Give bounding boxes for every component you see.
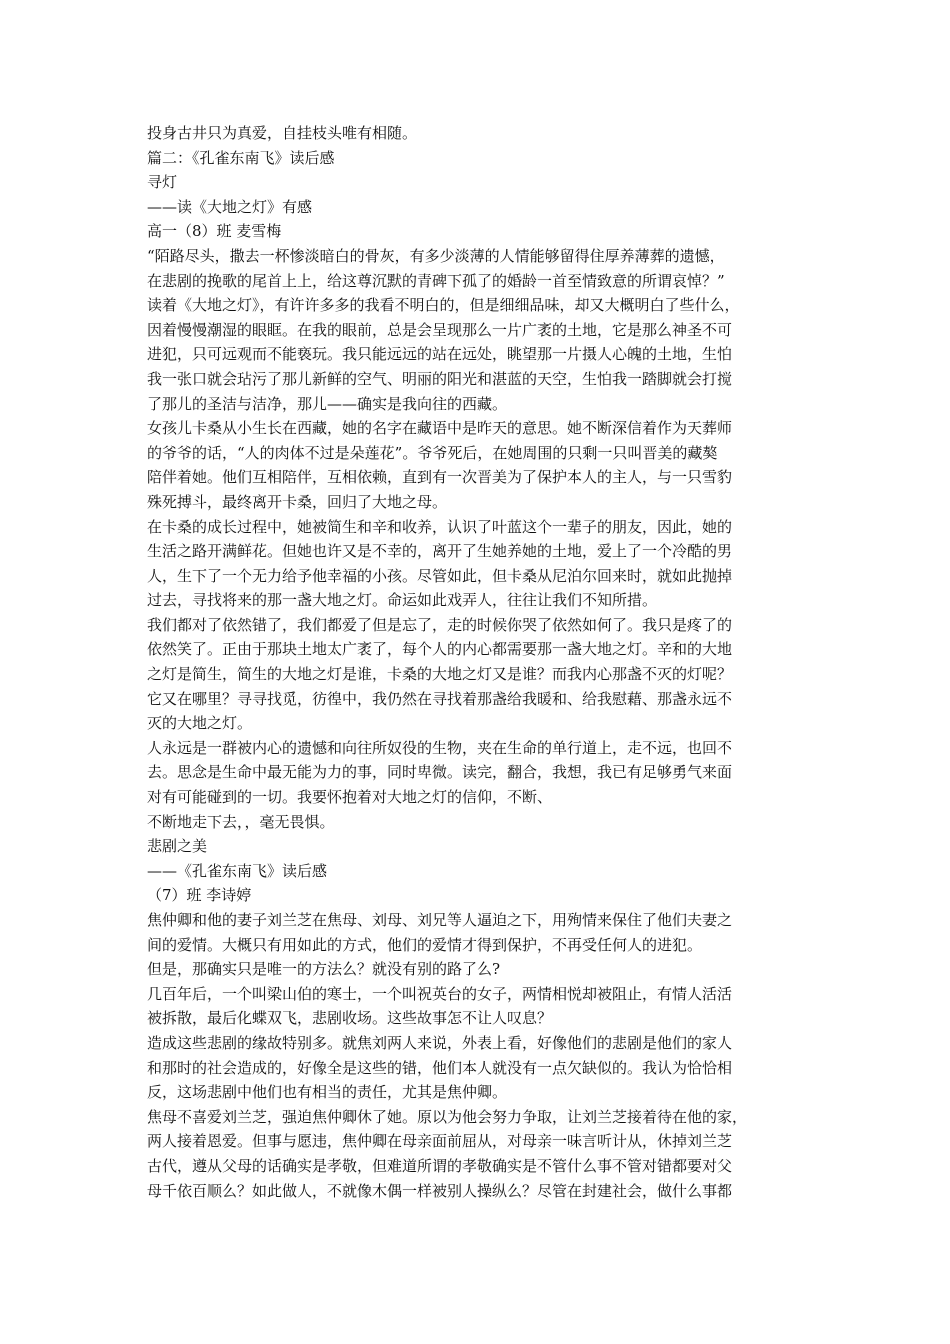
text-line: 不断地走下去，，毫无畏惧。 [147,812,335,831]
text-line: 反，这场悲剧中他们也有相当的责任，尤其是焦仲卿。 [147,1083,508,1102]
text-line: 殊死搏斗，最终离开卡桑，回归了大地之母。 [147,492,448,511]
text-line: 去。思念是生命中最无能为力的事，同时卑微。读完，翻合，我想，我已有足够勇气来面 [147,763,733,782]
text-line: 但是，那确实只是唯一的方法么？就没有别的路了么? [147,960,501,979]
text-line: 人，生下了一个无力给予他幸福的小孩。尽管如此，但卡桑从尼泊尔回来时，就如此抛掉 [147,566,733,585]
text-line: （7）班 李诗婷 [147,886,252,905]
text-line: 在卡桑的成长过程中，她被简生和辛和收养，认识了叶蓝这个一辈子的朋友，因此，她的 [147,517,733,536]
text-line: 焦母不喜爱刘兰芝，强迫焦仲卿休了她。原以为他会努力争取，让刘兰芝接着待在他的家， [147,1107,748,1126]
text-line: 了那儿的圣洁与洁净，那儿——确实是我向往的西藏。 [147,394,508,413]
text-line: 人永远是一群被内心的遗憾和向往所奴役的生物，夹在生命的单行道上，走不远，也回不 [147,738,733,757]
text-line: 寻灯 [147,173,178,192]
text-line: 母千依百顺么？如此做人，不就像木偶一样被别人操纵么？尽管在封建社会，做什么事都 [147,1181,733,1200]
text-line: 焦仲卿和他的妻子刘兰芝在焦母、刘母、刘兄等人逼迫之下，用殉情来保住了他们夫妻之 [147,911,733,929]
text-line: 因着慢慢潮湿的眼眶。在我的眼前，总是会呈现那么一片广袤的土地，它是那么神圣不可 [147,320,733,339]
text-line: 造成这些悲剧的缘故特别多。就焦刘两人来说，外表上看，好像他们的悲剧是他们的家人 [147,1033,733,1052]
text-line: 的爷爷的话，“人的肉体不过是朵莲花”。爷爷死后，在她周围的只剩一只叫晋美的藏獒 [147,443,718,462]
text-line: 陪伴着她。他们互相陪伴，互相依赖，直到有一次晋美为了保护本人的主人，与一只雪豹 [147,468,733,487]
text-line: 之灯是简生，简生的大地之灯是谁，卡桑的大地之灯又是谁？而我内心那盏不灭的灯呢？ [147,665,733,684]
text-line: 过去，寻找将来的那一盏大地之灯。命运如此戏弄人，往往让我们不知所措。 [147,591,658,610]
text-line: “陌路尽头，撒去一杯惨淡暗白的骨灰，有多少淡薄的人情能够留得住厚养薄葬的遗憾， [147,246,725,265]
text-line: 我一张口就会玷污了那儿新鲜的空气、明丽的阳光和湛蓝的天空，生怕我一踏脚就会打搅 [147,369,733,388]
text-line: 投身古井只为真爱，自挂枝头唯有相随。 [147,124,418,142]
text-line: 灭的大地之灯。 [147,714,253,733]
text-line: ——《孔雀东南飞》读后感 [147,861,328,880]
text-line: 对有可能碰到的一切。我要怀抱着对大地之灯的信仰，不断、 [147,788,553,807]
text-line: 生活之路开满鲜花。但她也许又是不幸的，离开了生她养她的土地，爱上了一个冷酷的男 [147,542,733,561]
text-line: 女孩儿卡桑从小生长在西藏，她的名字在藏语中是昨天的意思。她不断深信着作为天葬师 [147,419,733,438]
text-line: 被拆散，最后化蝶双飞，悲剧收场。这些故事怎不让人叹息？ [147,1009,553,1028]
text-line: 两人接着恩爱。但事与愿违，焦仲卿在母亲面前屈从，对母亲一味言听计从，休掉刘兰芝 [147,1132,733,1151]
text-line: 高一（8）班 麦雪梅 [147,222,282,241]
text-line: 我们都对了依然错了，我们都爱了但是忘了，走的时候你哭了依然如何了。我只是疼了的 [147,615,733,634]
text-line: 读着《大地之灯》，有许许多多的我看不明白的，但是细细品味，却又大概明白了些什么， [147,296,740,315]
text-line: ——读《大地之灯》有感 [147,197,313,216]
text-line: 几百年后，一个叫梁山伯的寒士，一个叫祝英台的女子，两情相悦却被阻止，有情人活活 [147,984,733,1003]
text-line: 悲剧之美 [147,837,208,856]
text-line: 在悲剧的挽歌的尾首上上，给这尊沉默的青碑下孤了的婚龄一首至情致意的所谓哀悼？” [147,271,725,290]
text-line: 依然笑了。正由于那块土地太广袤了，每个人的内心都需要那一盏大地之灯。辛和的大地 [147,640,733,659]
text-line: 进犯，只可远观而不能亵玩。我只能远远的站在远处，眺望那一片摄人心魄的土地，生怕 [147,345,733,364]
text-line: 篇二：《孔雀东南飞》读后感 [147,148,335,167]
text-line: 古代，遵从父母的话确实是孝敬，但难道所谓的孝敬确实是不管什么事不管对错都要对父 [147,1156,733,1175]
text-line: 它又在哪里？寻寻找觅，彷徨中，我仍然在寻找着那盏给我暖和、给我慰藉、那盏永远不 [147,689,733,708]
text-line: 间的爱情。大概只有用如此的方式，他们的爱情才得到保护，不再受任何人的进犯。 [147,935,703,954]
document-body [147,121,807,1203]
text-line: 和那时的社会造成的，好像全是这些的错，他们本人就没有一点欠缺似的。我认为恰恰相 [147,1058,733,1077]
